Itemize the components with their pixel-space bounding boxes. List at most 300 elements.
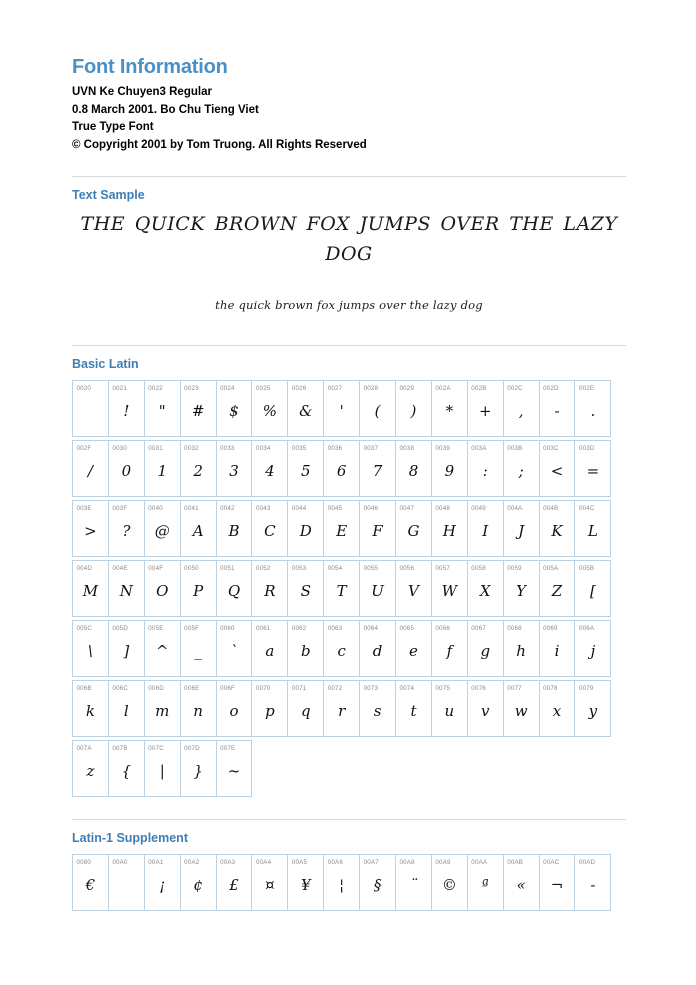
glyph-codepoint-label: 00A2 [184, 858, 200, 866]
glyph-character: @ [154, 522, 170, 541]
glyph-cell[interactable] [539, 620, 576, 677]
glyph-character: : [482, 462, 488, 481]
glyph-cell[interactable] [180, 380, 217, 437]
glyph-character: k [85, 702, 95, 721]
glyph-cell[interactable] [323, 680, 360, 737]
glyph-cell[interactable] [503, 680, 540, 737]
section-title-text-sample: Text Sample [72, 188, 145, 202]
glyph-codepoint-label: 0034 [255, 444, 271, 452]
glyph-character: x [552, 702, 562, 721]
glyph-codepoint-label: 0058 [471, 564, 486, 572]
section-divider [72, 176, 626, 177]
glyph-character: V [408, 582, 419, 601]
glyph-character: H [442, 522, 456, 541]
glyph-codepoint-label: 0040 [148, 504, 163, 512]
glyph-codepoint-label: 00A5 [291, 858, 308, 866]
glyph-cell[interactable] [503, 500, 540, 557]
glyph-character: £ [229, 876, 239, 895]
glyph-codepoint-label: 006D [148, 684, 164, 692]
glyph-cell[interactable] [287, 620, 324, 677]
glyph-character: Q [227, 582, 241, 601]
glyph-codepoint-label: 0043 [255, 504, 271, 512]
glyph-cell[interactable] [144, 680, 181, 737]
glyph-character: / [87, 462, 93, 481]
glyph-codepoint-label: 0042 [220, 504, 235, 512]
glyph-cell[interactable] [359, 500, 396, 557]
glyph-cell[interactable] [467, 500, 504, 557]
glyph-character: = [586, 462, 600, 481]
glyph-character: { [121, 762, 132, 781]
glyph-cell[interactable] [359, 854, 396, 911]
glyph-cell[interactable] [539, 380, 576, 437]
glyph-cell[interactable] [180, 560, 217, 617]
glyph-cell[interactable] [431, 620, 468, 677]
glyph-cell[interactable] [503, 620, 540, 677]
glyph-codepoint-label: 0057 [435, 564, 450, 572]
basic-latin-glyph-table [72, 380, 626, 797]
glyph-codepoint-label: 002D [543, 384, 559, 392]
glyph-character: e [409, 642, 418, 661]
glyph-codepoint-label: 006E [184, 684, 200, 692]
glyph-character: 1 [157, 462, 167, 481]
glyph-character: m [155, 702, 170, 721]
glyph-cell[interactable] [72, 854, 109, 911]
glyph-cell[interactable] [216, 440, 253, 497]
glyph-cell[interactable] [323, 440, 360, 497]
glyph-character: ] [123, 642, 130, 661]
font-information-header [72, 56, 626, 154]
glyph-cell[interactable] [539, 854, 576, 911]
glyph-cell[interactable] [574, 680, 611, 737]
glyph-cell[interactable] [323, 500, 360, 557]
glyph-cell[interactable] [144, 620, 181, 677]
glyph-character: ¦ [339, 876, 345, 895]
glyph-cell[interactable] [503, 380, 540, 437]
glyph-cell[interactable] [359, 620, 396, 677]
glyph-character: s [373, 702, 382, 721]
glyph-cell[interactable] [144, 740, 181, 797]
glyph-cell[interactable] [395, 440, 432, 497]
glyph-cell[interactable] [216, 560, 253, 617]
glyph-cell[interactable] [251, 620, 288, 677]
glyph-character: X [479, 582, 491, 601]
glyph-character: u [444, 702, 455, 721]
glyph-character: T [336, 582, 347, 601]
glyph-cell[interactable] [180, 740, 217, 797]
glyph-cell[interactable] [251, 560, 288, 617]
glyph-character: G [407, 522, 420, 541]
glyph-cell[interactable] [431, 560, 468, 617]
glyph-cell[interactable] [503, 854, 540, 911]
glyph-codepoint-label: 00AA [471, 858, 488, 866]
glyph-cell[interactable] [180, 500, 217, 557]
glyph-character: © [441, 876, 457, 895]
glyph-codepoint-label: 00A3 [220, 858, 236, 866]
glyph-character: o [229, 702, 239, 721]
glyph-cell[interactable] [574, 380, 611, 437]
glyph-cell[interactable] [72, 680, 109, 737]
font-version-line: 0.8 March 2001. Bo Chu Tieng Viet [72, 103, 259, 116]
glyph-cell[interactable] [287, 854, 324, 911]
glyph-cell[interactable] [467, 854, 504, 911]
glyph-codepoint-label: 005F [184, 624, 200, 632]
glyph-codepoint-label: 0064 [363, 624, 379, 632]
glyph-codepoint-label: 0036 [327, 444, 343, 452]
glyph-cell[interactable] [72, 740, 109, 797]
glyph-character: 5 [301, 462, 311, 481]
glyph-character: | [159, 762, 165, 781]
glyph-character: ( [374, 402, 381, 421]
glyph-character: R [264, 582, 276, 601]
glyph-cell[interactable] [72, 440, 109, 497]
glyph-character: - [590, 876, 596, 895]
glyph-codepoint-label: 00A6 [327, 858, 343, 866]
glyph-cell[interactable] [287, 500, 324, 557]
glyph-cell[interactable] [323, 560, 360, 617]
glyph-row [72, 854, 626, 911]
glyph-character: O [156, 582, 169, 601]
glyph-codepoint-label: 004A [507, 504, 523, 512]
glyph-cell[interactable] [180, 440, 217, 497]
glyph-codepoint-label: 0033 [220, 444, 235, 452]
glyph-cell[interactable] [72, 620, 109, 677]
glyph-codepoint-label: 0022 [148, 384, 163, 392]
glyph-codepoint-label: 0053 [291, 564, 307, 572]
glyph-character: l [123, 702, 129, 721]
glyph-cell[interactable] [323, 380, 360, 437]
glyph-cell[interactable] [216, 620, 253, 677]
font-type-line: True Type Font [72, 121, 154, 133]
glyph-character: & [299, 402, 313, 421]
glyph-cell[interactable] [251, 680, 288, 737]
glyph-codepoint-label: 005E [148, 624, 164, 632]
glyph-character: } [193, 762, 203, 781]
glyph-row [72, 560, 626, 617]
glyph-codepoint-label: 0056 [399, 564, 415, 572]
glyph-character: , [518, 402, 524, 421]
latin1-supplement-glyph-table [72, 854, 626, 911]
section-divider [72, 345, 626, 346]
glyph-character: A [192, 522, 204, 541]
glyph-codepoint-label: 0029 [399, 384, 415, 392]
glyph-cell[interactable] [431, 854, 468, 911]
glyph-codepoint-label: 00AB [507, 858, 524, 866]
glyph-character: ¤ [265, 876, 275, 895]
glyph-cell[interactable] [431, 380, 468, 437]
glyph-cell[interactable] [108, 500, 145, 557]
glyph-cell[interactable] [216, 740, 253, 797]
glyph-cell[interactable] [431, 440, 468, 497]
glyph-codepoint-label: 0067 [471, 624, 486, 632]
glyph-character: > [84, 522, 97, 541]
glyph-character: y [588, 702, 598, 721]
glyph-character: ¬ [550, 876, 564, 895]
glyph-cell[interactable] [395, 620, 432, 677]
glyph-character: h [516, 642, 526, 661]
glyph-cell[interactable] [287, 560, 324, 617]
glyph-cell[interactable] [467, 620, 504, 677]
glyph-character: v [481, 702, 490, 721]
glyph-cell[interactable] [216, 500, 253, 557]
glyph-cell[interactable] [431, 680, 468, 737]
glyph-codepoint-label: 003E [76, 504, 92, 512]
glyph-character: E [336, 522, 348, 541]
glyph-row [72, 680, 626, 737]
glyph-character: r [338, 702, 346, 721]
glyph-character: ¢ [193, 876, 203, 895]
glyph-codepoint-label: 0069 [543, 624, 558, 632]
glyph-row [72, 380, 626, 437]
section-divider [72, 819, 626, 820]
font-metadata-list [72, 84, 626, 154]
glyph-cell[interactable] [467, 380, 504, 437]
glyph-character: f [446, 642, 453, 661]
glyph-row [72, 500, 626, 557]
glyph-codepoint-label: 00A7 [363, 858, 379, 866]
glyph-character [109, 867, 144, 911]
glyph-character: < [550, 462, 564, 481]
glyph-codepoint-label: 0041 [184, 504, 199, 512]
glyph-character: 2 [193, 462, 203, 481]
glyph-character: I [482, 522, 489, 541]
glyph-cell[interactable] [395, 854, 432, 911]
glyph-character: c [337, 642, 346, 661]
glyph-character: ª [481, 876, 489, 895]
glyph-character: W [441, 582, 458, 601]
glyph-character: K [551, 522, 563, 541]
glyph-codepoint-label: 005B [578, 564, 595, 572]
glyph-character: ) [410, 402, 417, 421]
glyph-codepoint-label: 0052 [255, 564, 271, 572]
glyph-cell[interactable] [539, 500, 576, 557]
glyph-cell[interactable] [180, 620, 217, 677]
glyph-codepoint-label: 0031 [148, 444, 163, 452]
glyph-cell[interactable] [395, 380, 432, 437]
glyph-cell[interactable] [574, 440, 611, 497]
glyph-cell[interactable] [574, 854, 611, 911]
glyph-character: ? [122, 522, 131, 541]
glyph-cell[interactable] [467, 560, 504, 617]
glyph-codepoint-label: 00A4 [255, 858, 272, 866]
glyph-character: d [372, 642, 383, 661]
glyph-character: Z [551, 582, 563, 601]
glyph-codepoint-label: 0026 [291, 384, 307, 392]
glyph-codepoint-label: 0062 [291, 624, 307, 632]
glyph-cell[interactable] [287, 680, 324, 737]
glyph-codepoint-label: 003A [471, 444, 487, 452]
glyph-cell[interactable] [503, 560, 540, 617]
glyph-character: D [299, 522, 312, 541]
glyph-cell[interactable] [180, 854, 217, 911]
glyph-codepoint-label: 0046 [363, 504, 379, 512]
glyph-cell[interactable] [108, 680, 145, 737]
glyph-character: \ [87, 642, 93, 661]
glyph-character: 9 [444, 462, 455, 481]
glyph-codepoint-label: 0049 [471, 504, 486, 512]
glyph-character: ¡ [159, 876, 166, 895]
glyph-character: q [300, 702, 311, 721]
glyph-codepoint-label: 0075 [435, 684, 450, 692]
glyph-cell[interactable] [216, 854, 253, 911]
glyph-cell[interactable] [144, 440, 181, 497]
glyph-codepoint-label: 0037 [363, 444, 379, 452]
glyph-codepoint-label: 003C [543, 444, 559, 452]
glyph-cell[interactable] [467, 680, 504, 737]
glyph-codepoint-label: 0047 [399, 504, 415, 512]
glyph-cell[interactable] [395, 560, 432, 617]
glyph-cell[interactable] [251, 854, 288, 911]
font-name-line: UVN Ke Chuyen3 Regular [72, 86, 212, 98]
glyph-character: J [518, 522, 525, 541]
glyph-cell[interactable] [72, 560, 109, 617]
glyph-character: n [193, 702, 203, 721]
sample-lowercase-line: the quick brown fox jumps over the lazy dog [215, 298, 483, 312]
glyph-character: € [85, 876, 96, 895]
glyph-codepoint-label: 0074 [399, 684, 415, 692]
glyph-codepoint-label: 004D [76, 564, 93, 572]
glyph-codepoint-label: 0023 [184, 384, 199, 392]
glyph-cell[interactable] [251, 380, 288, 437]
glyph-cell[interactable] [503, 440, 540, 497]
glyph-cell[interactable] [144, 500, 181, 557]
glyph-character: t [410, 702, 417, 721]
glyph-codepoint-label: 0044 [291, 504, 307, 512]
glyph-character: 6 [336, 462, 347, 481]
glyph-character: 0 [121, 462, 132, 481]
glyph-codepoint-label: 0063 [327, 624, 343, 632]
glyph-cell[interactable] [72, 500, 109, 557]
glyph-codepoint-label: 005A [543, 564, 559, 572]
glyph-character: p [265, 702, 275, 721]
glyph-codepoint-label: 0027 [327, 384, 343, 392]
glyph-codepoint-label: 0050 [184, 564, 199, 572]
text-sample-section [72, 176, 626, 323]
document-content [72, 56, 626, 911]
section-title-latin1-supplement: Latin-1 Supplement [72, 831, 188, 845]
glyph-codepoint-label: 002A [435, 384, 451, 392]
glyph-cell[interactable] [108, 380, 145, 437]
glyph-cell[interactable] [108, 560, 145, 617]
glyph-cell[interactable] [395, 680, 432, 737]
glyph-character: j [590, 642, 596, 661]
glyph-codepoint-label: 006F [220, 684, 235, 692]
glyph-cell[interactable] [108, 620, 145, 677]
glyph-codepoint-label: 0024 [220, 384, 235, 392]
glyph-character: g [480, 642, 491, 661]
glyph-codepoint-label: 007B [112, 744, 128, 752]
glyph-codepoint-label: 0028 [363, 384, 379, 392]
glyph-cell[interactable] [539, 440, 576, 497]
glyph-codepoint-label: 004F [148, 564, 164, 572]
glyph-character: U [371, 582, 384, 601]
glyph-character: M [82, 582, 99, 601]
glyph-codepoint-label: 005D [112, 624, 128, 632]
glyph-cell[interactable] [216, 380, 253, 437]
glyph-codepoint-label: 0080 [76, 858, 92, 866]
glyph-cell[interactable] [574, 620, 611, 677]
glyph-cell[interactable] [144, 560, 181, 617]
glyph-codepoint-label: 004B [543, 504, 559, 512]
glyph-character: ¥ [301, 876, 311, 895]
glyph-cell[interactable] [574, 560, 611, 617]
glyph-codepoint-label: 004C [578, 504, 595, 512]
glyph-cell[interactable] [323, 620, 360, 677]
glyph-character: ` [230, 642, 238, 661]
glyph-codepoint-label: 006C [112, 684, 128, 692]
glyph-cell[interactable] [574, 500, 611, 557]
glyph-codepoint-label: 00A9 [435, 858, 451, 866]
glyph-cell[interactable] [395, 500, 432, 557]
glyph-character: ' [339, 402, 344, 421]
glyph-codepoint-label: 007E [220, 744, 236, 752]
glyph-codepoint-label: 0073 [363, 684, 379, 692]
glyph-cell[interactable] [539, 560, 576, 617]
glyph-codepoint-label: 0020 [76, 384, 92, 392]
glyph-cell[interactable] [108, 740, 145, 797]
glyph-cell[interactable] [144, 854, 181, 911]
glyph-cell[interactable] [251, 500, 288, 557]
glyph-cell[interactable] [359, 560, 396, 617]
glyph-codepoint-label: 0068 [507, 624, 522, 632]
glyph-codepoint-label: 002C [507, 384, 523, 392]
glyph-cell[interactable] [359, 380, 396, 437]
glyph-character: ! [123, 402, 130, 421]
font-copyright-line: © Copyright 2001 by Tom Truong. All Rights Reserved [72, 138, 367, 151]
glyph-character: a [265, 642, 275, 661]
glyph-codepoint-label: 00AC [543, 858, 560, 866]
glyph-codepoint-label: 0066 [435, 624, 450, 632]
glyph-character: _ [194, 642, 202, 661]
glyph-cell[interactable] [359, 440, 396, 497]
glyph-codepoint-label: 0059 [507, 564, 522, 572]
glyph-cell[interactable] [108, 854, 145, 911]
glyph-codepoint-label: 002B [471, 384, 487, 392]
glyph-cell[interactable] [216, 680, 253, 737]
glyph-codepoint-label: 0039 [435, 444, 450, 452]
glyph-codepoint-label: 00AD [578, 858, 596, 866]
glyph-codepoint-label: 0021 [112, 384, 127, 392]
glyph-row [72, 740, 626, 797]
glyph-character: § [373, 876, 382, 895]
glyph-cell[interactable] [144, 380, 181, 437]
glyph-cell[interactable] [108, 440, 145, 497]
glyph-character: " [158, 402, 166, 421]
text-sample-block [72, 209, 626, 323]
glyph-cell[interactable] [72, 380, 109, 437]
glyph-cell[interactable] [359, 680, 396, 737]
sample-uppercase-line: THE QUICK BROWN FOX JUMPS OVER THE LAZY DOG [80, 213, 618, 265]
glyph-cell[interactable] [539, 680, 576, 737]
glyph-codepoint-label: 0078 [543, 684, 558, 692]
glyph-character: 8 [408, 462, 419, 481]
glyph-codepoint-label: 006A [578, 624, 595, 632]
glyph-cell[interactable] [180, 680, 217, 737]
glyph-codepoint-label: 003B [507, 444, 523, 452]
glyph-cell[interactable] [467, 440, 504, 497]
glyph-row [72, 440, 626, 497]
glyph-cell[interactable] [323, 854, 360, 911]
glyph-codepoint-label: 002E [578, 384, 595, 392]
glyph-codepoint-label: 0035 [291, 444, 307, 452]
glyph-cell[interactable] [431, 500, 468, 557]
glyph-cell[interactable] [287, 440, 324, 497]
glyph-codepoint-label: 00A8 [399, 858, 415, 866]
glyph-cell[interactable] [287, 380, 324, 437]
glyph-codepoint-label: 0025 [255, 384, 271, 392]
glyph-codepoint-label: 0079 [578, 684, 594, 692]
glyph-cell[interactable] [251, 440, 288, 497]
glyph-character: 7 [372, 462, 383, 481]
